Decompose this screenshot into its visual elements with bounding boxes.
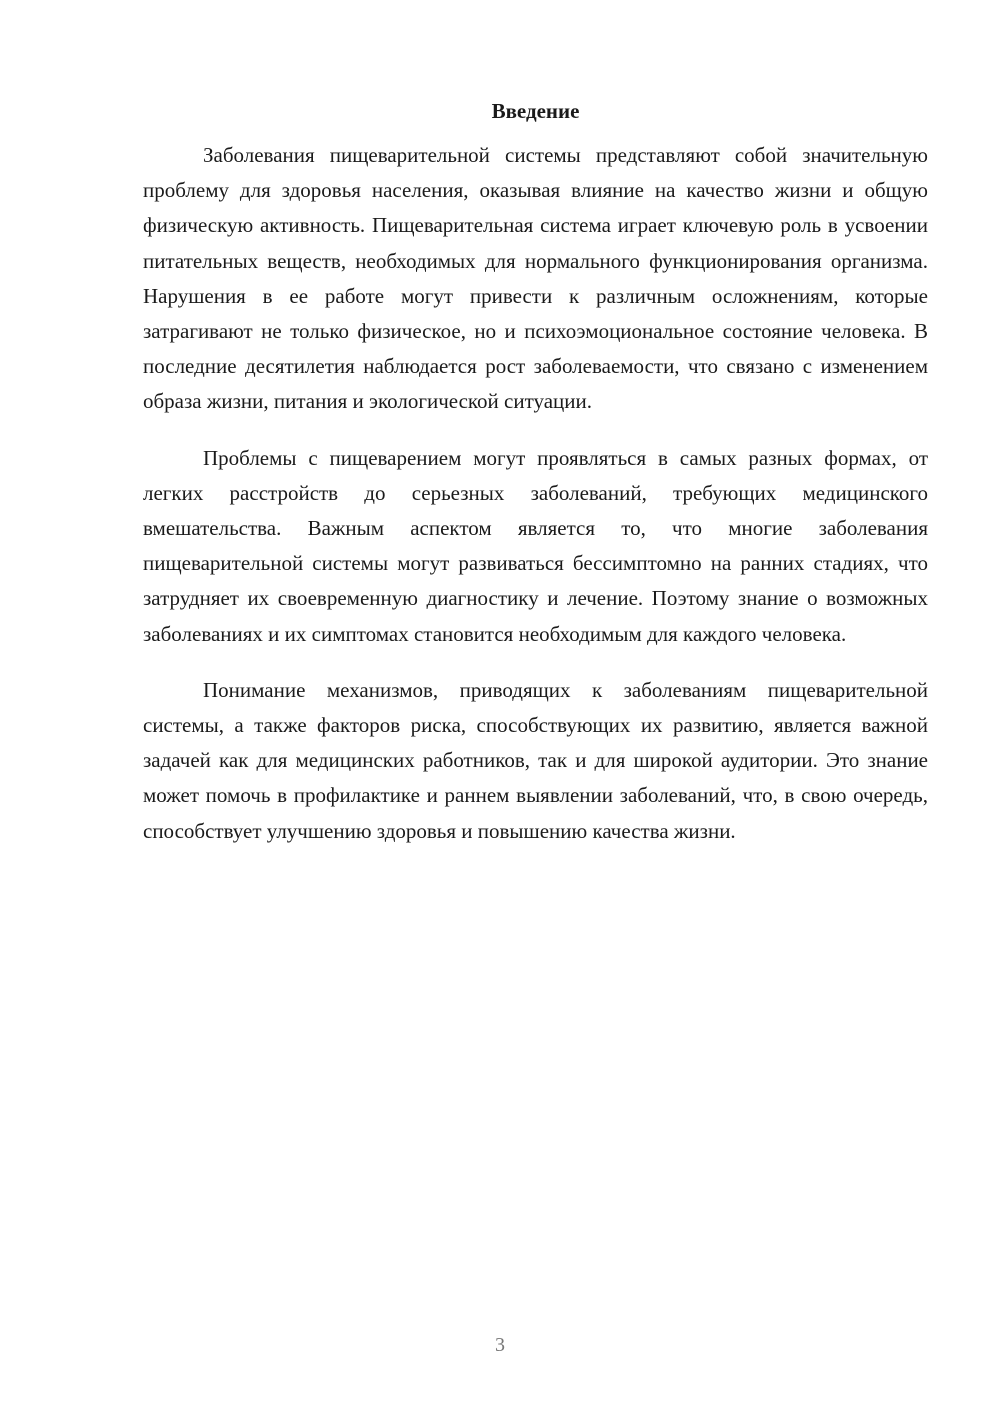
page-content — [143, 96, 928, 870]
paragraph-1: Заболевания пищеварительной системы представляют собой значительную проблему для здоровья населения, оказывая влияние на качество жизни и общую физическую активность. Пищеварительная система играет ключевую роль в усвоении питательных веществ, необходимых для нормального функционирования организма. Нарушения в ее работе могут привести к различным осложнениям, которые затрагивают не только физическое, но и психоэмоциональное состояние человека. В последние десятилетия наблюдается рост заболеваемости, что связано с изменением образа жизни, питания и экологической ситуации. — [143, 143, 928, 414]
paragraph-2: Проблемы с пищеварением могут проявляться в самых разных формах, от легких расстройств до серьезных заболеваний, требующих медицинского вмешательства. Важным аспектом является то, что многие заболевания пищеварительной системы могут развиваться бессимптомно на ранних стадиях, что затрудняет их своевременную диагностику и лечение. Поэтому знание о возможных заболеваниях и их симптомах становится необходимым для каждого человека. — [143, 445, 928, 646]
page-number: 3 — [495, 1334, 505, 1356]
paragraph-3: Понимание механизмов, приводящих к заболеваниям пищеварительной системы, а также факторов риска, способствующих их развитию, является важной задачей как для медицинских работников, так и для широкой аудитории. Это знание может помочь в профилактике и раннем выявлении заболеваний, что, в свою очередь, способствует улучшению здоровья и повышению качества жизни. — [143, 677, 928, 843]
section-heading: Введение — [491, 99, 580, 123]
